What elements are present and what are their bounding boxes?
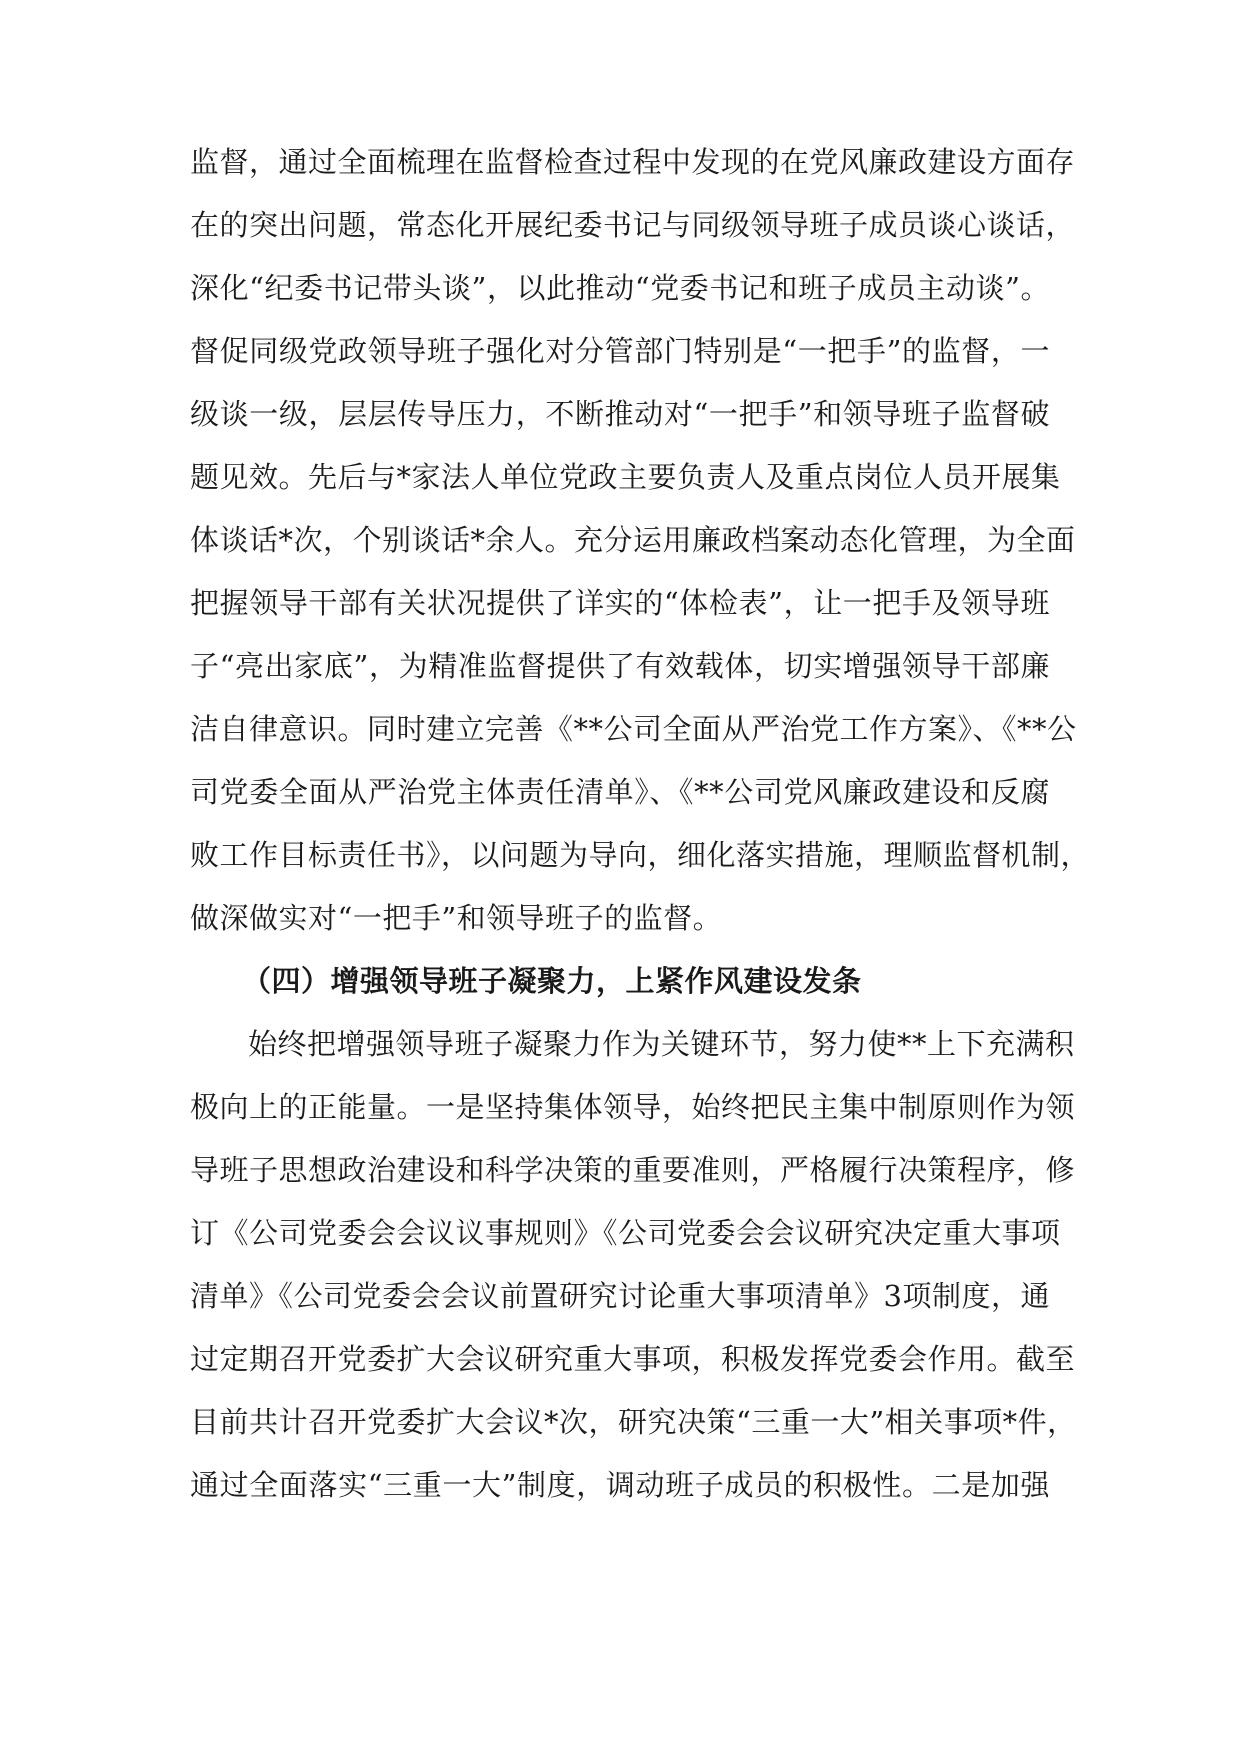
paragraph-1-line: 洁自律意识。同时建立完善《**公司全面从严治党工作方案》、《**公: [190, 712, 1077, 746]
paragraph-2-line: 目前共计召开党委扩大会议*次，研究决策“三重一大”相关事项*件，: [190, 1405, 1077, 1439]
paragraph-2-line: 始终把增强领导班子凝聚力作为关键环节，努力使**上下充满积: [248, 1027, 1075, 1061]
paragraph-1-line: 子“亮出家底”，为精准监督提供了有效载体，切实增强领导干部廉: [190, 649, 1050, 683]
paragraph-1-line: 把握领导干部有关状况提供了详实的“体检表”，让一把手及领导班: [190, 586, 1050, 620]
paragraph-2-line: 订《公司党委会会议议事规则》《公司党委会会议研究决定重大事项: [190, 1216, 1061, 1250]
paragraph-2-line: 过定期召开党委扩大会议研究重大事项，积极发挥党委会作用。截至: [190, 1342, 1076, 1376]
paragraph-2-line: 通过全面落实“三重一大”制度，调动班子成员的积极性。二是加强: [190, 1468, 1050, 1502]
paragraph-2-line: 清单》《公司党委会会议前置研究讨论重大事项清单》3项制度，通: [190, 1279, 1050, 1313]
paragraph-1-line: 司党委全面从严治党主体责任清单》、《**公司党风廉政建设和反腐: [190, 775, 1050, 809]
paragraph-2-line: 导班子思想政治建设和科学决策的重要准则，严格履行决策程序，修: [190, 1153, 1076, 1187]
paragraph-2-line: 极向上的正能量。一是坚持集体领导，始终把民主集中制原则作为领: [190, 1090, 1076, 1124]
paragraph-1-line: 败工作目标责任书》，以问题为导向，细化落实措施，理顺监督机制，: [190, 838, 1091, 872]
paragraph-1-line: 督促同级党政领导班子强化对分管部门特别是“一把手”的监督，一: [190, 334, 1050, 368]
paragraph-1-line: 级谈一级，层层传导压力，不断推动对“一把手”和领导班子监督破: [190, 397, 1050, 431]
paragraph-1-line: 深化“纪委书记带头谈”，以此推动“党委书记和班子成员主动谈”。: [190, 271, 1050, 305]
paragraph-1-line: 题见效。先后与*家法人单位党政主要负责人及重点岗位人员开展集: [190, 460, 1061, 494]
paragraph-1-line: 体谈话*次，个别谈话*余人。充分运用廉政档案动态化管理，为全面: [190, 523, 1076, 557]
paragraph-1-line: 在的突出问题，常态化开展纪委书记与同级领导班子成员谈心谈话，: [190, 208, 1076, 242]
section-heading: （四）增强领导班子凝聚力，上紧作风建设发条: [242, 964, 862, 998]
paragraph-1-line: 监督，通过全面梳理在监督检查过程中发现的在党风廉政建设方面存: [190, 145, 1076, 179]
paragraph-1-line: 做深做实对“一把手”和领导班子的监督。: [190, 901, 723, 935]
